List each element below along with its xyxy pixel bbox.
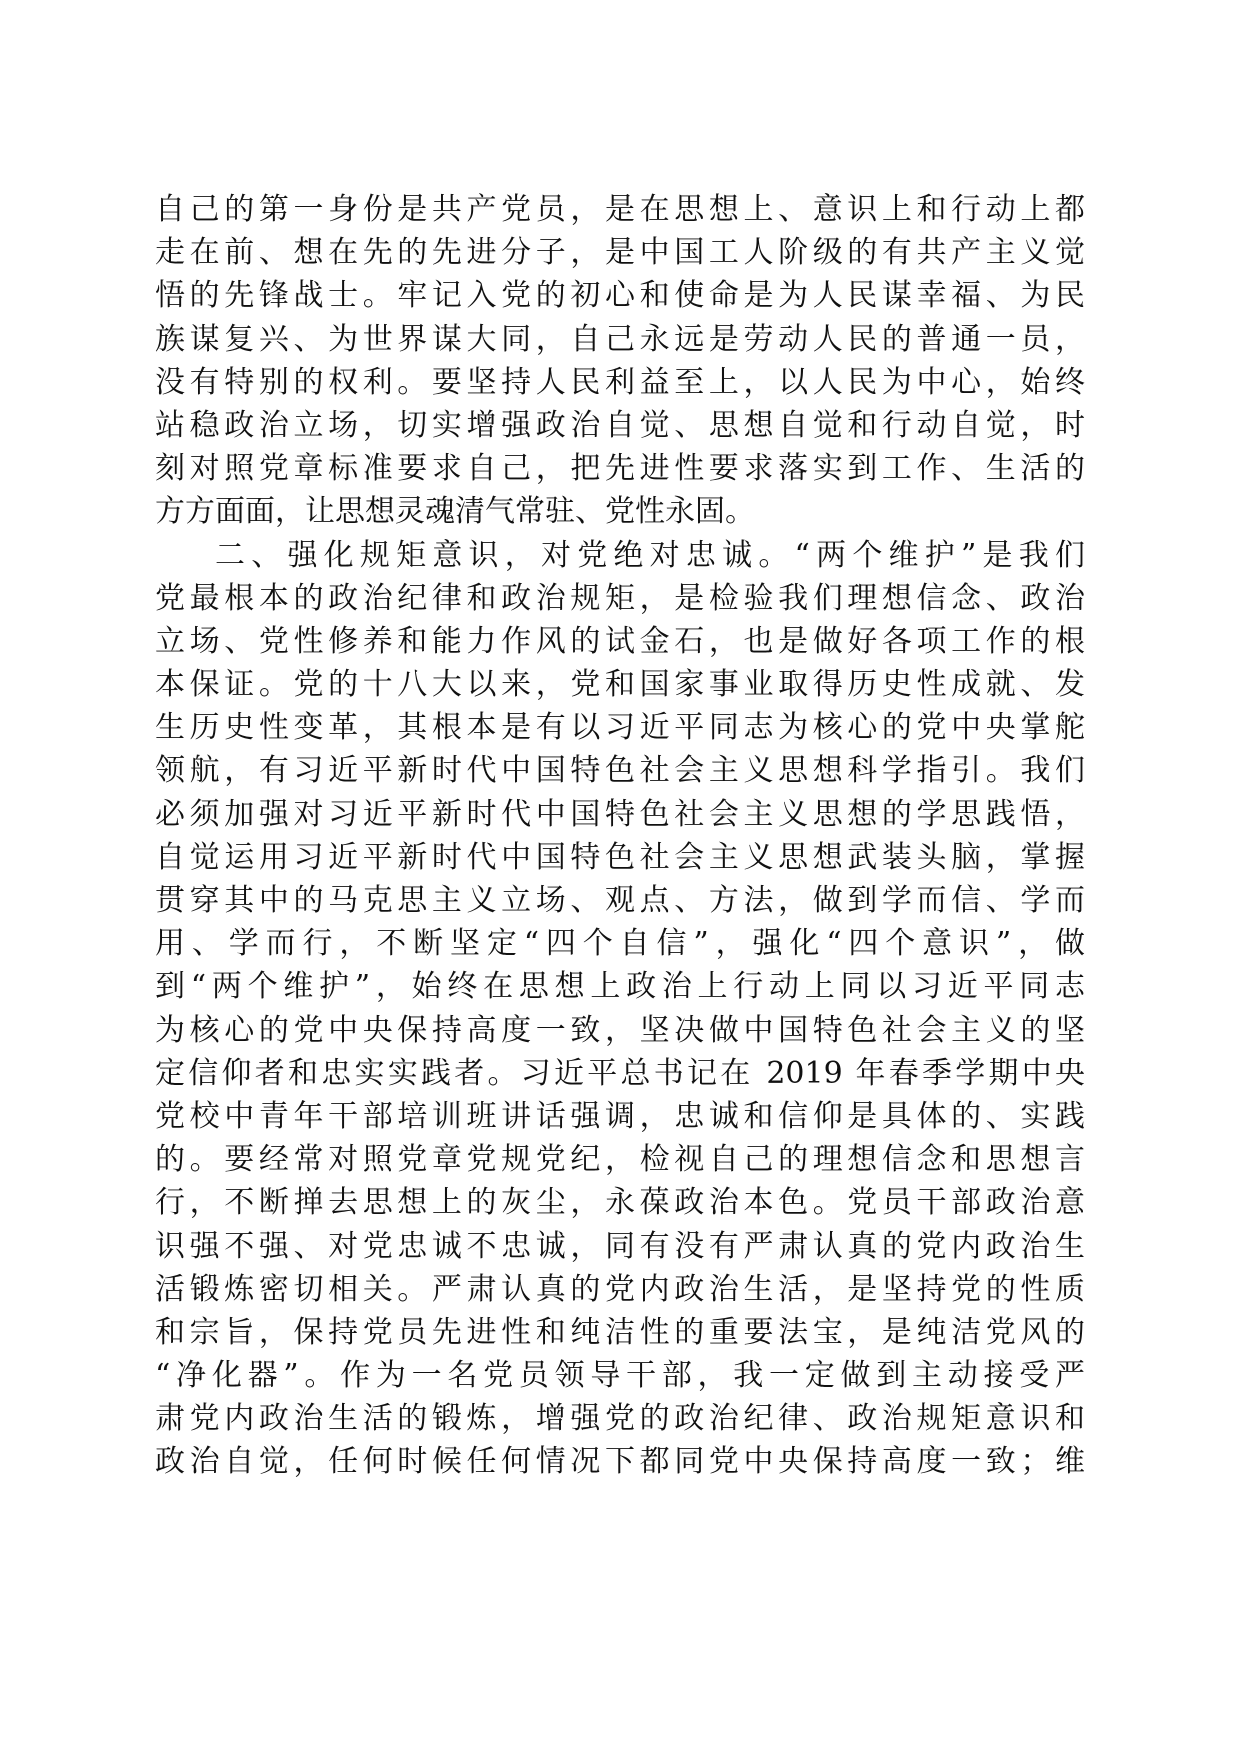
text-line: 站稳政治立场，切实增强政治自觉、思想自觉和行动自觉，时 (155, 407, 1085, 443)
text-line: 悟的先锋战士。牢记入党的初心和使命是为人民谋幸福、为民 (155, 278, 1085, 314)
text-line: 二、强化规矩意识，对党绝对忠诚。“两个维护”是我们 (215, 537, 1085, 573)
text-line: 政治自觉，任何时候任何情况下都同党中央保持高度一致；维 (155, 1444, 1085, 1480)
text-line: 肃党内政治生活的锻炼，增强党的政治纪律、政治规矩意识和 (155, 1401, 1085, 1437)
text-line: 行，不断掸去思想上的灰尘，永葆政治本色。党员干部政治意 (155, 1185, 1085, 1221)
text-line: 领航，有习近平新时代中国特色社会主义思想科学指引。我们 (155, 753, 1085, 789)
text-line: “净化器”。作为一名党员领导干部，我一定做到主动接受严 (155, 1358, 1085, 1394)
text-line: 必须加强对习近平新时代中国特色社会主义思想的学思践悟， (155, 796, 1085, 832)
text-line: 定信仰者和忠实实践者。习近平总书记在 2019 年春季学期中央 (155, 1055, 1085, 1091)
text-line: 没有特别的权利。要坚持人民利益至上，以人民为中心，始终 (155, 364, 1085, 400)
text-line: 和宗旨，保持党员先进性和纯洁性的重要法宝，是纯洁党风的 (155, 1314, 1085, 1350)
text-line: 刻对照党章标准要求自己，把先进性要求落实到工作、生活的 (155, 451, 1085, 487)
text-line: 立场、党性修养和能力作风的试金石，也是做好各项工作的根 (155, 623, 1085, 659)
text-line: 贯穿其中的马克思主义立场、观点、方法，做到学而信、学而 (155, 883, 1085, 918)
text-line: 方方面面，让思想灵魂清气常驻、党性永固。 (155, 494, 755, 530)
text-line: 为核心的党中央保持高度一致，坚决做中国特色社会主义的坚 (155, 1012, 1085, 1048)
text-line: 自己的第一身份是共产党员，是在思想上、意识上和行动上都 (155, 192, 1085, 227)
text-line: 自觉运用习近平新时代中国特色社会主义思想武装头脑，掌握 (155, 839, 1085, 875)
text-line: 活锻炼密切相关。严肃认真的党内政治生活，是坚持党的性质 (155, 1271, 1085, 1307)
text-line: 党校中青年干部培训班讲话强调，忠诚和信仰是具体的、实践 (155, 1098, 1085, 1134)
text-line: 的。要经常对照党章党规党纪，检视自己的理想信念和思想言 (155, 1142, 1085, 1178)
text-line: 族谋复兴、为世界谋大同，自己永远是劳动人民的普通一员， (155, 321, 1085, 357)
text-line: 走在前、想在先的先进分子，是中国工人阶级的有共产主义觉 (155, 235, 1085, 271)
text-line: 生历史性变革，其根本是有以习近平同志为核心的党中央掌舵 (155, 710, 1085, 746)
text-line: 识强不强、对党忠诚不忠诚，同有没有严肃认真的党内政治生 (155, 1228, 1085, 1264)
text-line: 用、学而行，不断坚定“四个自信”，强化“四个意识”，做 (155, 926, 1085, 962)
text-line: 本保证。党的十八大以来，党和国家事业取得历史性成就、发 (155, 667, 1085, 703)
body-text (155, 188, 1085, 1484)
text-line: 到“两个维护”，始终在思想上政治上行动上同以习近平同志 (155, 969, 1085, 1005)
text-line: 党最根本的政治纪律和政治规矩，是检验我们理想信念、政治 (155, 580, 1085, 616)
